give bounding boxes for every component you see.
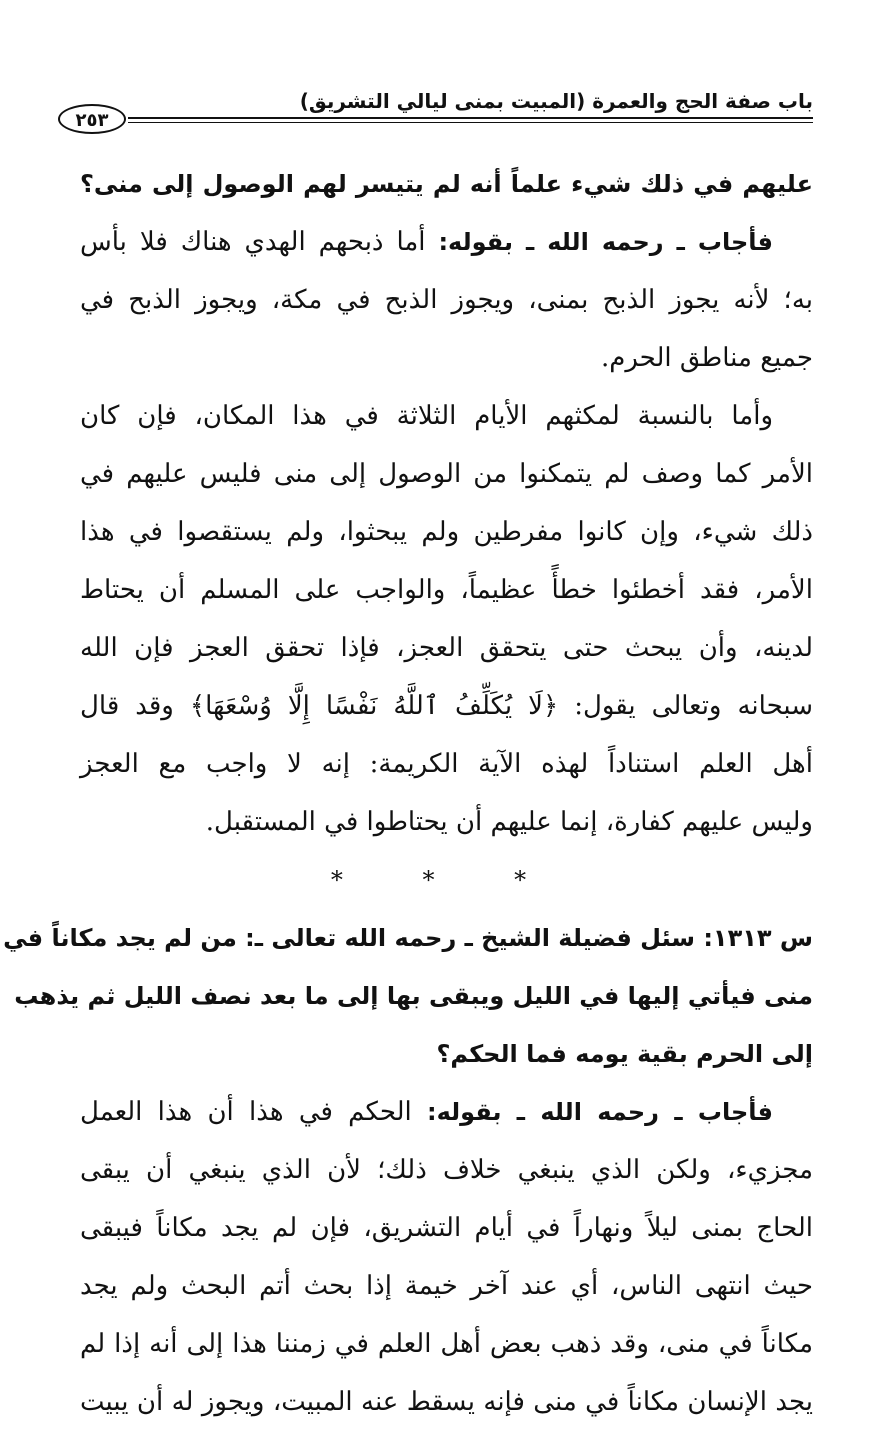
answer-line — [80, 213, 813, 271]
answer-label: فأجاب ـ رحمه الله ـ بقوله: — [438, 228, 773, 256]
question-line: س ١٣١٣: سئل فضيلة الشيخ ـ رحمه الله تعالى ـ: من لم يجد مكاناً في — [3, 924, 813, 952]
page-number: ٢٥٣ — [58, 104, 126, 134]
paragraph-line: الأمر، فقد أخطئوا خطأً عظيماً، والواجب على المسلم أن يحتاط — [80, 575, 813, 605]
answer-line — [80, 1083, 813, 1141]
question-tail-line: عليهم في ذلك شيء علماً أنه لم يتيسر لهم الوصول إلى منى؟ — [80, 170, 813, 198]
quran-verse-line: سبحانه وتعالى يقول: ﴿لَا يُكَلِّفُ ٱللَّهُ نَفْسًا إِلَّا وُسْعَهَا﴾ وقد قال — [80, 691, 813, 721]
question-line: إلى الحرم بقية يومه فما الحكم؟ — [436, 1040, 813, 1068]
header-rule — [128, 117, 813, 119]
answer-line: مجزيء، ولكن الذي ينبغي خلاف ذلك؛ لأن الذي ينبغي أن يبقى — [80, 1155, 813, 1185]
section-separator: * * * — [330, 866, 563, 894]
answer-line: حيث انتهى الناس، أي عند آخر خيمة إذا بحث أتم البحث ولم يجد — [80, 1271, 813, 1301]
header-rule-thin — [128, 122, 813, 123]
answer-text: أما ذبحهم الهدي هناك فلا بأس — [80, 227, 439, 257]
answer-line: مكاناً في منى، وقد ذهب بعض أهل العلم في زمننا هذا إلى أنه إذا لم — [80, 1329, 813, 1359]
answer-line: يجد الإنسان مكاناً في منى فإنه يسقط عنه المبيت، ويجوز له أن يبيت — [80, 1387, 813, 1417]
paragraph-line: أهل العلم استناداً لهذه الآية الكريمة: إنه لا واجب مع العجز — [80, 749, 813, 779]
paragraph-line: ذلك شيء، وإن كانوا مفرطين ولم يبحثوا، ولم يستقصوا في هذا — [80, 517, 813, 547]
chapter-title: باب صفة الحج والعمرة (المبيت بمنى ليالي التشريق) — [299, 89, 813, 113]
page-body — [3, 155, 813, 1431]
page-header — [58, 84, 813, 144]
answer-label: فأجاب ـ رحمه الله ـ بقوله: — [426, 1098, 774, 1126]
question-line: منى فيأتي إليها في الليل ويبقى بها إلى ما بعد نصف الليل ثم يذهب — [14, 982, 813, 1010]
answer-line: جميع مناطق الحرم. — [600, 343, 813, 373]
answer-text: الحكم في هذا أن هذا العمل — [80, 1097, 427, 1127]
paragraph-line: الأمر كما وصف لم يتمكنوا من الوصول إلى منى فليس عليهم في — [80, 459, 813, 489]
answer-line: به؛ لأنه يجوز الذبح بمنى، ويجوز الذبح في مكة، ويجوز الذبح في — [80, 285, 813, 315]
paragraph-line: وليس عليهم كفارة، إنما عليهم أن يحتاطوا في المستقبل. — [205, 807, 813, 837]
paragraph-line: وأما بالنسبة لمكثهم الأيام الثلاثة في هذا المكان، فإن كان — [80, 401, 773, 431]
paragraph-line: لدينه، وأن يبحث حتى يتحقق العجز، فإذا تحقق العجز فإن الله — [80, 633, 813, 663]
answer-line: الحاج بمنى ليلاً ونهاراً في أيام التشريق، فإن لم يجد مكاناً فيبقى — [80, 1213, 813, 1243]
